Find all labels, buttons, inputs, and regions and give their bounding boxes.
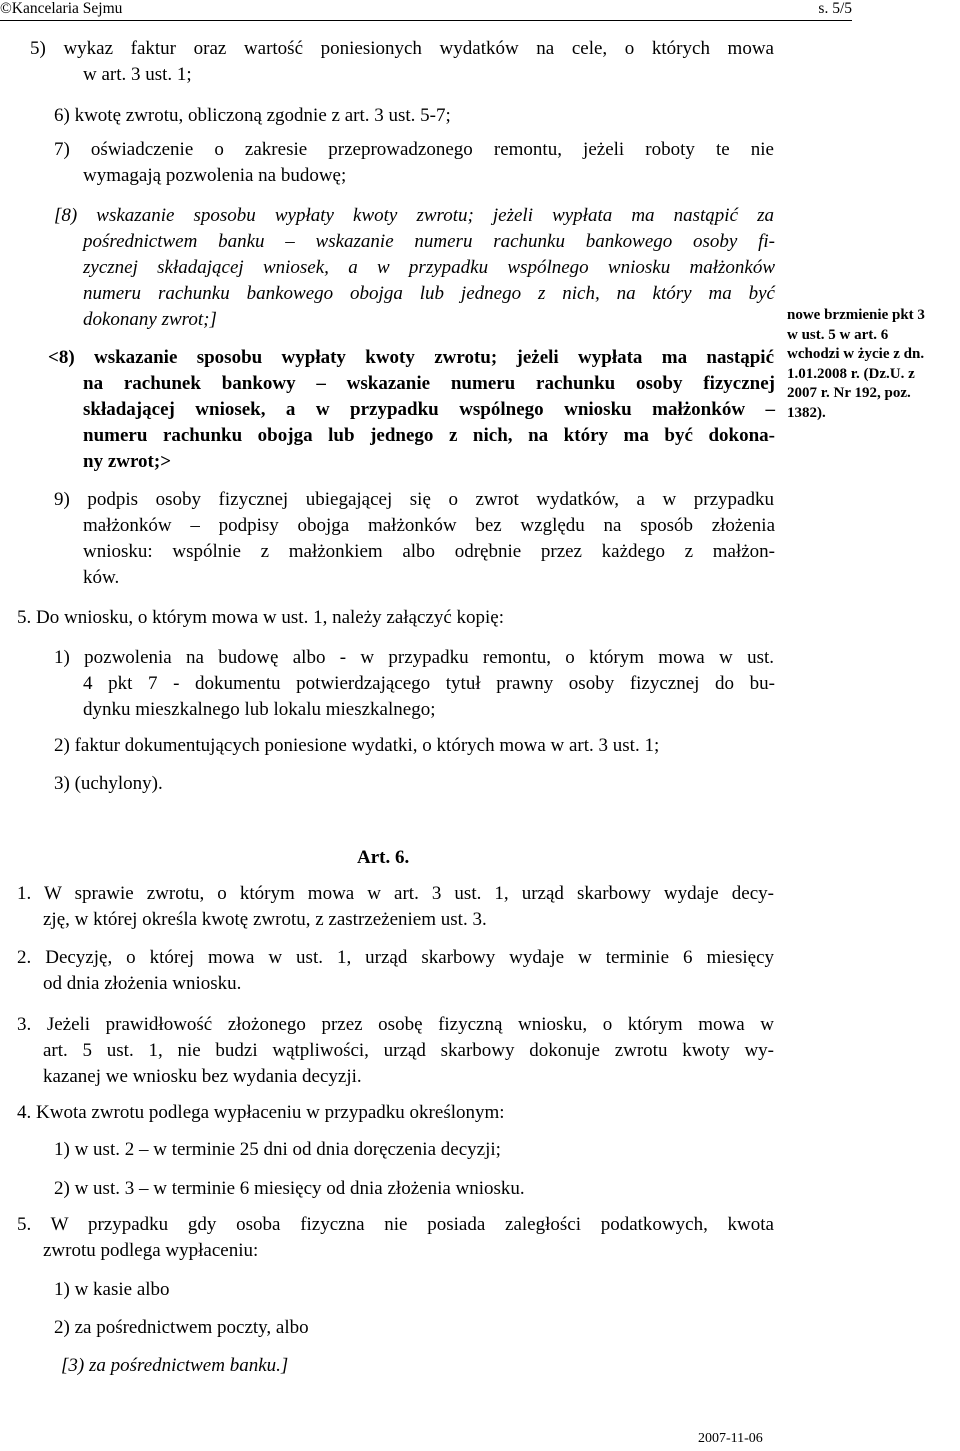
- text-line: 5. Do wniosku, o którym mowa w ust. 1, należy załączyć kopię:: [17, 607, 505, 628]
- text-line: 2) w ust. 3 – w terminie 6 miesięcy od dnia złożenia wniosku.: [54, 1178, 525, 1199]
- header-copyright: ©Kancelaria Sejmu: [0, 0, 123, 17]
- text-line: 1) w kasie albo: [54, 1279, 170, 1300]
- text-line: 2) faktur dokumentujących poniesione wydatki, o których mowa w art. 3 ust. 1;: [54, 735, 660, 756]
- text-line: dokonany zwrot;]: [83, 309, 217, 330]
- text-line: ny zwrot;>: [83, 451, 172, 472]
- text-line: numeru rachunku obojga lub jednego z nich, na który ma być dokona-: [83, 425, 775, 446]
- text-line: numeru rachunku bankowego obojga lub jednego z nich, na który ma być: [83, 283, 775, 304]
- text-line: 3) (uchylony).: [54, 773, 163, 794]
- text-line: 1) w ust. 2 – w terminie 25 dni od dnia doręczenia decyzji;: [54, 1139, 501, 1160]
- text-line: Art. 6.: [357, 847, 410, 868]
- text-line: 2) za pośrednictwem poczty, albo: [54, 1317, 309, 1338]
- text-line: 4. Kwota zwrotu podlega wypłaceniu w przypadku określonym:: [17, 1102, 505, 1123]
- text-line: kazanej we wniosku bez wydania decyzji.: [43, 1066, 362, 1087]
- text-line: ków.: [83, 567, 120, 588]
- text-line: 7) oświadczenie o zakresie przeprowadzonego remontu, jeżeli roboty te nie: [54, 139, 774, 160]
- text-line: 5) wykaz faktur oraz wartość poniesionych wydatków na cele, o których mowa: [30, 38, 774, 59]
- text-line: zwrotu podlega wypłaceniu:: [43, 1240, 259, 1261]
- text-line: <8) wskazanie sposobu wypłaty kwoty zwrotu; jeżeli wypłata ma nastąpić: [48, 347, 774, 368]
- margin-note-line: 1.01.2008 r. (Dz.U. z: [787, 365, 915, 382]
- page-header: [0, 0, 852, 21]
- margin-note-line: w ust. 5 w art. 6: [787, 326, 889, 343]
- text-line: 3. Jeżeli prawidłowość złożonego przez osobę fizyczną wniosku, o którym mowa w: [17, 1014, 774, 1035]
- header-page-number: s. 5/5: [818, 0, 852, 17]
- text-line: wymagają pozwolenia na budowę;: [83, 165, 347, 186]
- text-line: 2. Decyzję, o której mowa w ust. 1, urząd skarbowy wydaje w terminie 6 miesięcy: [17, 947, 774, 968]
- text-line: [3) za pośrednictwem banku.]: [61, 1355, 289, 1376]
- text-line: 1. W sprawie zwrotu, o którym mowa w art. 3 ust. 1, urząd skarbowy wydaje decy-: [17, 883, 774, 904]
- margin-note-line: 1382).: [787, 404, 826, 421]
- text-line: od dnia złożenia wniosku.: [43, 973, 242, 994]
- text-line: dynku mieszkalnego lub lokalu mieszkalnego;: [83, 699, 436, 720]
- margin-note-line: 2007 r. Nr 192, poz.: [787, 385, 911, 401]
- text-line: 1) pozwolenia na budowę albo - w przypadku remontu, o którym mowa w ust.: [54, 647, 774, 668]
- text-line: 9) podpis osoby fizycznej ubiegającej się o zwrot wydatków, a w przypadku: [54, 489, 774, 510]
- text-line: [8) wskazanie sposobu wypłaty kwoty zwrotu; jeżeli wypłata ma nastąpić za: [54, 205, 774, 226]
- footer-date: 2007-11-06: [698, 1431, 763, 1446]
- text-line: 6) kwotę zwrotu, obliczoną zgodnie z art. 3 ust. 5-7;: [54, 105, 451, 126]
- text-line: art. 5 ust. 1, nie budzi wątpliwości, urząd skarbowy dokonuje zwrotu kwoty wy-: [43, 1040, 774, 1061]
- margin-note-line: wchodzi w życie z dn.: [787, 346, 925, 362]
- text-line: 4 pkt 7 - dokumentu potwierdzającego tytuł prawny osoby fizycznej do bu-: [83, 673, 775, 694]
- text-line: 5. W przypadku gdy osoba fizyczna nie posiada zaległości podatkowych, kwota: [17, 1214, 774, 1235]
- text-line: zycznej składającej wniosek, a w przypadku wspólnego wniosku małżonków: [83, 257, 775, 278]
- text-line: pośrednictwem banku – wskazanie numeru rachunku bankowego osoby fi-: [83, 231, 775, 252]
- text-line: na rachunek bankowy – wskazanie numeru rachunku osoby fizycznej: [83, 373, 775, 394]
- text-line: w art. 3 ust. 1;: [83, 64, 192, 85]
- text-line: zję, w której określa kwotę zwrotu, z zastrzeżeniem ust. 3.: [43, 909, 487, 930]
- text-line: składającej wniosek, a w przypadku wspólnego wniosku małżonków –: [83, 399, 775, 420]
- margin-note-line: nowe brzmienie pkt 3: [787, 307, 925, 323]
- text-line: wniosku: wspólnie z małżonkiem albo odrębnie przez każdego z małżon-: [83, 541, 775, 562]
- text-line: małżonków – podpisy obojga małżonków bez względu na sposób złożenia: [83, 515, 775, 536]
- margin-note: [787, 306, 960, 423]
